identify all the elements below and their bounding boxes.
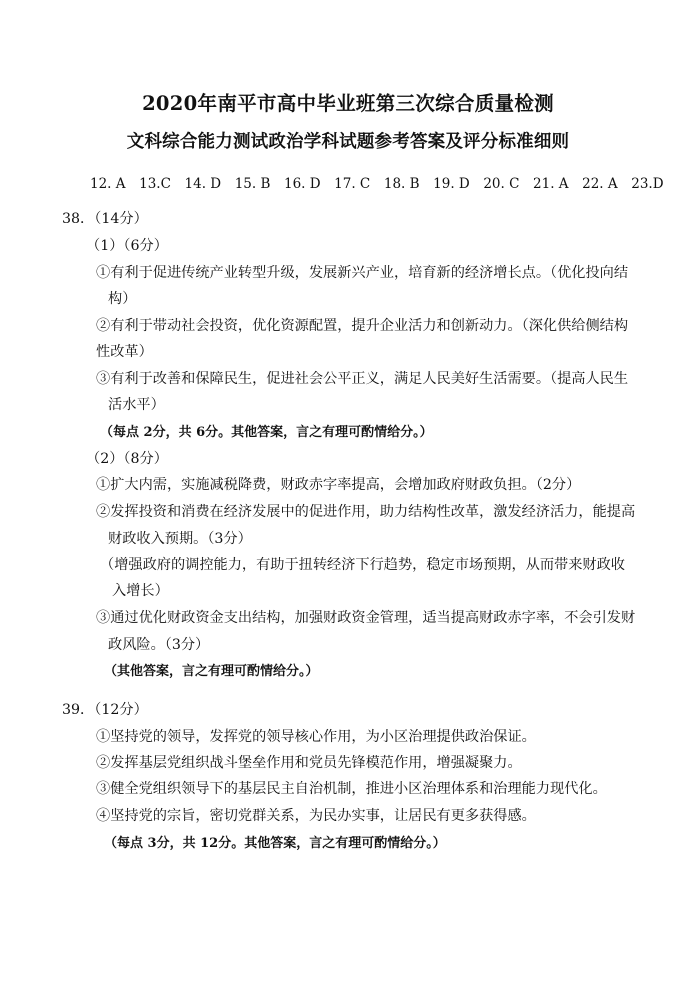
- answer-item: 14. D: [184, 176, 222, 192]
- q38-part2-alt-line2: 入增长）: [112, 583, 169, 599]
- document-title: 2020年南平市高中毕业班第三次综合质量检测: [142, 92, 554, 115]
- q38-part1-item3-line2: 活水平）: [108, 397, 165, 413]
- q38-part1-item2-line2: 性改革）: [96, 344, 153, 360]
- answer-item: 16. D: [283, 176, 321, 192]
- q39-item3: ③健全党组织领导下的基层民主自治机制，推进小区治理体系和治理能力现代化。: [96, 781, 607, 797]
- q38-part1-header: （1）（6分）: [86, 238, 168, 254]
- q38-part2-item1: ①扩大内需，实施减税降费，财政赤字率提高，会增加政府财政负担。（2分）: [96, 477, 581, 493]
- q39-item1: ①坚持党的领导，发挥党的领导核心作用，为小区治理提供政治保证。: [96, 729, 536, 745]
- q38-part2-scoring-note: （其他答案，言之有理可酌情给分。）: [104, 664, 319, 679]
- answer-item: 20. C: [483, 176, 520, 192]
- answer-item: 22. A: [582, 176, 618, 192]
- q38-part1-item1-line2: 构）: [108, 291, 137, 307]
- q38-part2-alt-line1: （增强政府的调控能力，有助于扭转经济下行趋势，稳定市场预期，从而带来财政收: [100, 557, 625, 573]
- q38-part2-item3-line1: ③通过优化财政资金支出结构，加强财政资金管理，适当提高财政赤字率，不会引发财: [96, 610, 636, 626]
- q38-part2-item2-line2: 财政收入预期。（3分）: [108, 531, 252, 547]
- q38-part1-item3-line1: ③有利于改善和保障民生，促进社会公平正义，满足人民美好生活需要。（提高人民生: [96, 371, 629, 387]
- q38-part2-item2-line1: ②发挥投资和消费在经济发展中的促进作用，助力结构性改革，激发经济活力，能提高: [96, 504, 636, 520]
- answer-item: 12. A: [90, 176, 126, 192]
- answer-item: 17. C: [334, 176, 371, 192]
- q38-part1-item1-line1: ①有利于促进传统产业转型升级，发展新兴产业，培育新的经济增长点。（优化投向结: [96, 265, 629, 281]
- answer-item: 19. D: [433, 176, 470, 192]
- q38-part1-scoring-note: （每点 2分，共 6分。其他答案，言之有理可酌情给分。）: [100, 425, 433, 440]
- choice-answers: [90, 176, 664, 192]
- answer-item: 15. B: [234, 176, 271, 192]
- answer-item: 23.D: [631, 176, 664, 192]
- q38-part2-item3-line2: 政风险。（3分）: [108, 637, 210, 653]
- q38-part2-header: （2）（8分）: [86, 451, 168, 467]
- q39-scoring-note: （每点 3分，共 12分。其他答案，言之有理可酌情给分。）: [104, 836, 446, 851]
- answer-item: 13.C: [139, 176, 171, 192]
- answer-item: 18. B: [383, 176, 420, 192]
- q39-header: 39．（12分）: [62, 702, 148, 718]
- q38-header: 38．（14分）: [62, 211, 148, 227]
- q39-item4: ④坚持党的宗旨，密切党群关系，为民办实事，让居民有更多获得感。: [96, 808, 536, 824]
- q39-item2: ②发挥基层党组织战斗堡垒作用和党员先锋模范作用，增强凝聚力。: [96, 755, 522, 771]
- document-subtitle: 文科综合能力测试政治学科试题参考答案及评分标准细则: [126, 132, 570, 152]
- q38-part1-item2-line1: ②有利于带动社会投资，优化资源配置，提升企业活力和创新动力。（深化供给侧结构: [96, 318, 629, 334]
- answer-item: 21. A: [533, 176, 569, 192]
